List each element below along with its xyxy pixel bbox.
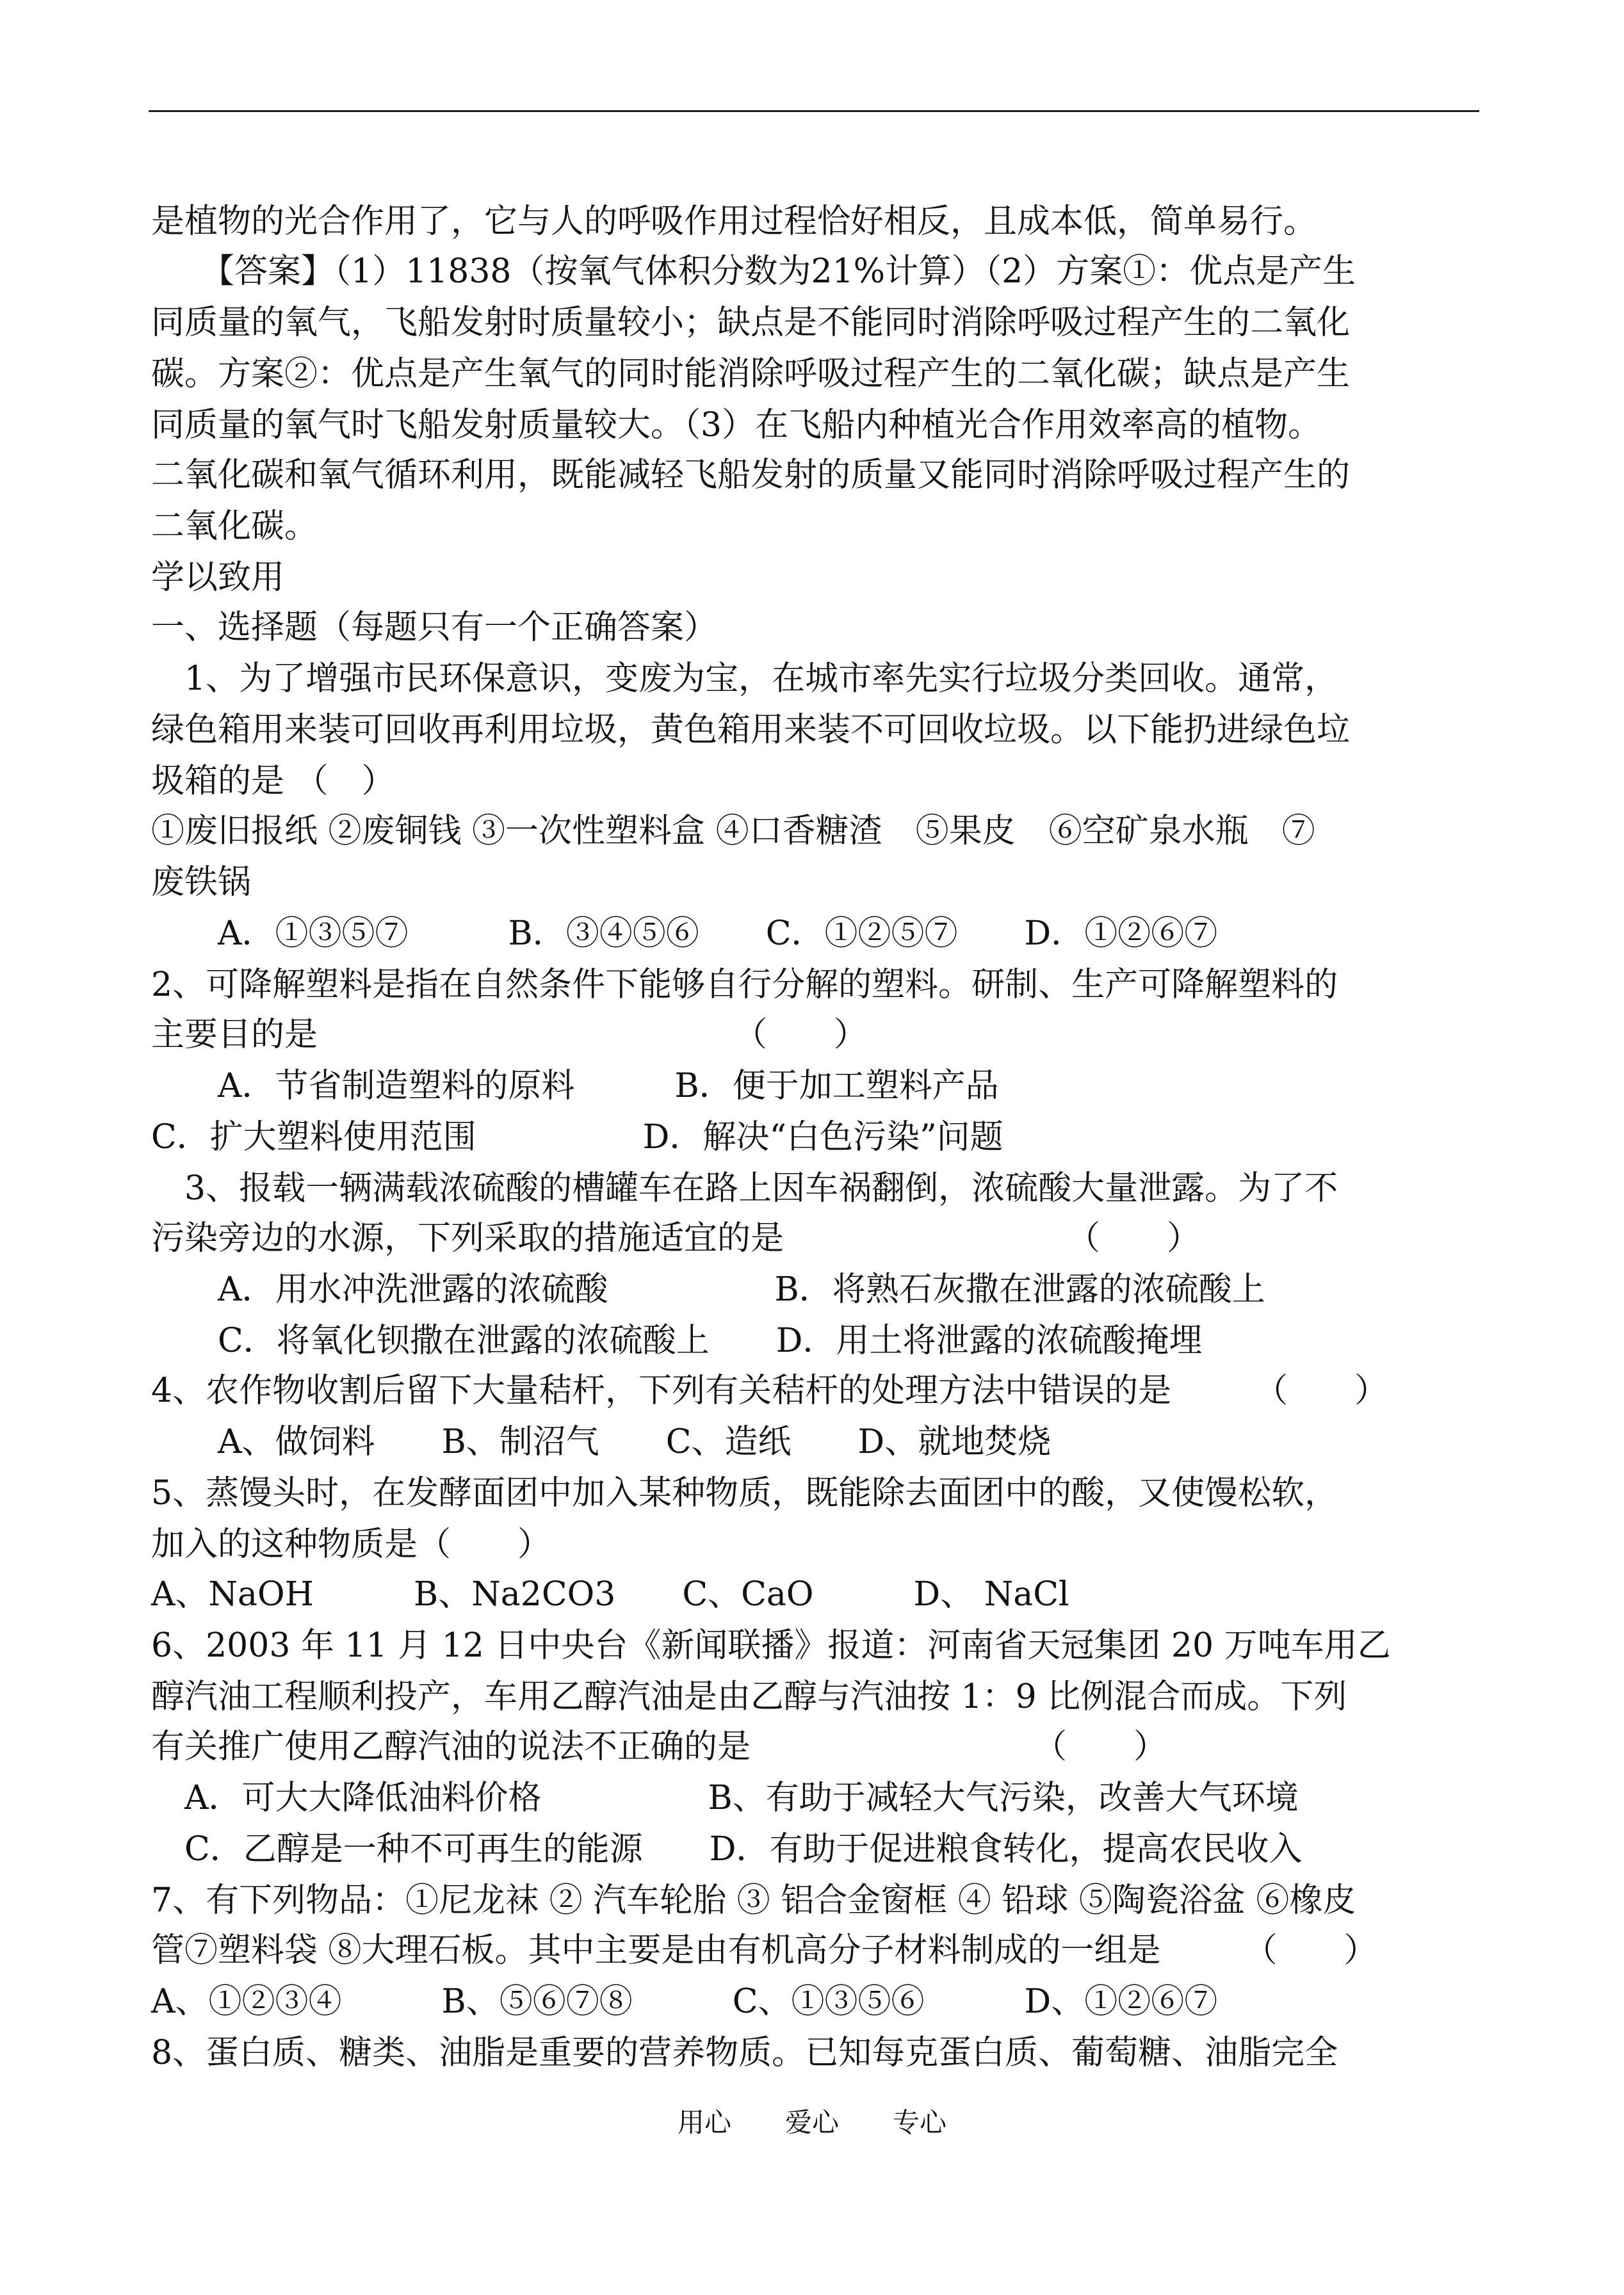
- question-line: 4、农作物收割后留下大量秸杆，下列有关秸杆的处理方法中错误的是 （ ）: [151, 1372, 1388, 1410]
- question-line: 8、蛋白质、糖类、油脂是重要的营养物质。已知每克蛋白质、葡萄糖、油脂完全: [151, 2034, 1338, 2072]
- text-line: 同质量的氧气，飞船发射时质量较小；缺点是不能同时消除呼吸过程产生的二氧化: [151, 304, 1351, 342]
- question-line: 3、报载一辆满载浓硫酸的槽罐车在路上因车祸翻倒，浓硫酸大量泄露。为了不: [151, 1169, 1338, 1208]
- question-line: 7、有下列物品：①尼龙袜 ② 汽车轮胎 ③ 铝合金窗框 ④ 铅球 ⑤陶瓷浴盆 ⑥橡皮: [151, 1881, 1356, 1920]
- answer-options: A．①③⑤⑦ B．③④⑤⑥ C．①②⑤⑦ D．①②⑥⑦: [151, 914, 1218, 953]
- question-line: 圾箱的是 （ ）: [151, 762, 395, 800]
- answer-options: A、①②③④ B、⑤⑥⑦⑧ C、①③⑤⑥ D、①②⑥⑦: [151, 1983, 1218, 2021]
- question-line: 5、蒸馒头时，在发酵面团中加入某种物质，既能除去面团中的酸，又使馒松软，: [151, 1474, 1338, 1512]
- text-line: 碳。方案②：优点是产生氧气的同时能消除呼吸过程产生的二氧化碳；缺点是产生: [151, 355, 1351, 393]
- question-line: 加入的这种物质是（ ）: [151, 1525, 551, 1564]
- section-heading: 一、选择题（每题只有一个正确答案）: [151, 608, 718, 647]
- answer-options: C．乙醇是一种不可再生的能源 D．有助于促进粮食转化，提高农民收入: [151, 1830, 1303, 1869]
- question-line: 醇汽油工程顺利投产，车用乙醇汽油是由乙醇与汽油按 1：9 比例混合而成。下列: [151, 1678, 1347, 1716]
- header-rule: [149, 110, 1479, 112]
- question-line: 2、可降解塑料是指在自然条件下能够自行分解的塑料。研制、生产可降解塑料的: [151, 966, 1338, 1004]
- question-line: 废铁锅: [151, 863, 252, 902]
- answer-options: C．将氧化钡撒在泄露的浓硫酸上 D．用土将泄露的浓硫酸掩埋: [151, 1322, 1203, 1360]
- question-line: 绿色箱用来装可回收再利用垃圾，黄色箱用来装不可回收垃圾。以下能扔进绿色垃: [151, 711, 1351, 749]
- text-line: 二氧化碳。: [151, 507, 318, 546]
- answer-options: A．可大大降低油料价格 B、有助于减轻大气污染，改善大气环境: [151, 1779, 1299, 1817]
- text-line: 【答案】（1）11838（按氧气体积分数为21%计算）（2）方案①：优点是产生: [151, 252, 1356, 291]
- answer-options: A．用水冲洗泄露的浓硫酸 B．将熟石灰撒在泄露的浓硫酸上: [151, 1270, 1265, 1309]
- question-line: 6、2003 年 11 月 12 日中央台《新闻联播》报道：河南省天冠集团 20 万吨车用乙: [151, 1626, 1391, 1665]
- question-line: ①废旧报纸 ②废铜钱 ③一次性塑料盒 ④口香糖渣 ⑤果皮 ⑥空矿泉水瓶 ⑦: [151, 812, 1315, 850]
- page-footer: 用心 爱心 专心: [677, 2107, 946, 2138]
- text-line: 二氧化碳和氧气循环利用，既能减轻飞船发射的质量又能同时消除呼吸过程产生的: [151, 456, 1351, 494]
- question-line: 管⑦塑料袋 ⑧大理石板。其中主要是由有机高分子材料制成的一组是 （ ）: [151, 1931, 1377, 1970]
- question-line: 1、为了增强市民环保意识，变废为宝，在城市率先实行垃圾分类回收。通常，: [151, 660, 1338, 698]
- answer-options: A、NaOH B、Na2CO3 C、CaO D、 NaCl: [151, 1575, 1069, 1614]
- section-heading: 学以致用: [151, 558, 285, 597]
- answer-options: C．扩大塑料使用范围 D．解决“白色污染”问题: [151, 1118, 1003, 1156]
- answer-options: A、做饲料 B、制沼气 C、造纸 D、就地焚烧: [151, 1423, 1052, 1461]
- text-line: 是植物的光合作用了，它与人的呼吸作用过程恰好相反，且成本低，简单易行。: [151, 202, 1317, 241]
- question-line: 主要目的是 （ ）: [151, 1016, 868, 1054]
- question-line: 有关推广使用乙醇汽油的说法不正确的是 （ ）: [151, 1728, 1167, 1766]
- question-line: 污染旁边的水源，下列采取的措施适宜的是 （ ）: [151, 1219, 1201, 1258]
- answer-options: A．节省制造塑料的原料 B．便于加工塑料产品: [151, 1067, 999, 1105]
- text-line: 同质量的氧气时飞船发射质量较大。（3）在飞船内种植光合作用效率高的植物。: [151, 406, 1322, 444]
